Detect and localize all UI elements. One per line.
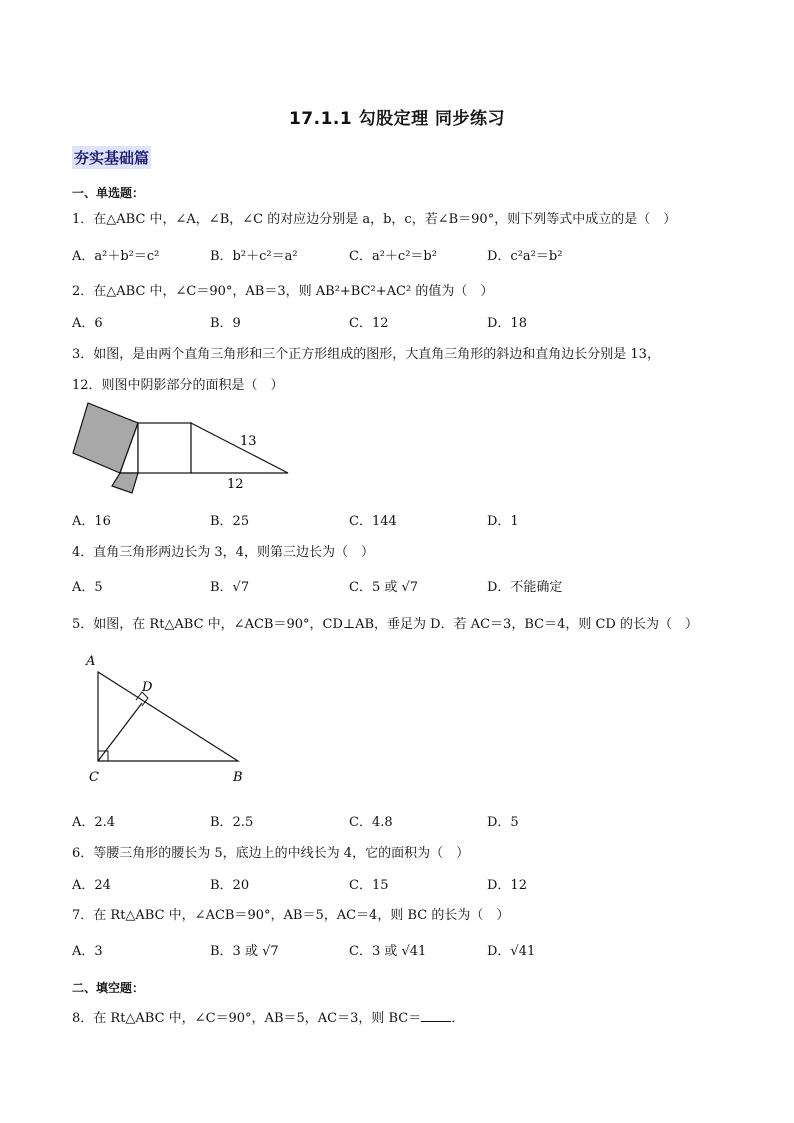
question-8-stem: 8．在 Rt△ABC 中，∠C＝90°，AB＝5，AC＝3，则 BC＝ [72, 1011, 422, 1026]
question-4-stem: 4．直角三角形两边长为 3，4，则第三边长为（ ） [72, 545, 374, 560]
q2-option-c: C．12 [349, 316, 389, 331]
q3-option-a: A．16 [72, 514, 111, 529]
vertex-label-a: A [86, 654, 96, 669]
q5-option-a: A．2.4 [72, 815, 116, 830]
q2-option-b: B．9 [210, 316, 241, 331]
vertex-label-c: C [89, 770, 99, 785]
question-1-stem: 1．在△ABC 中，∠A，∠B，∠C 的对应边分别是 a，b，c，若∠B＝90°，则下列等式中成立的是（ ） [72, 212, 677, 227]
q3-option-b: B．25 [210, 514, 250, 529]
q5-option-d: D．5 [487, 815, 519, 830]
part-heading-single-choice: 一、单选题： [72, 186, 145, 200]
q4-option-d: D．不能确定 [487, 580, 563, 595]
q2-option-d: D．18 [487, 316, 527, 331]
q6-option-c: C．15 [349, 878, 389, 893]
question-8-end: ． [451, 1011, 465, 1026]
q5-option-c: C．4.8 [349, 815, 393, 830]
q1-option-c: C．a²＋c²＝b² [349, 249, 437, 264]
section-heading: 夯实基础篇 [72, 146, 151, 169]
right-triangle-figure [80, 648, 255, 788]
figure3-label-12: 12 [227, 477, 244, 492]
figure3-label-13: 13 [240, 434, 257, 449]
q1-option-d: D．c²a²＝b² [487, 249, 563, 264]
question-5-stem: 5．如图，在 Rt△ABC 中，∠ACB＝90°，CD⊥AB，垂足为 D．若 AC＝3，BC＝4，则 CD 的长为（ ） [72, 617, 698, 632]
q7-option-b: B．3 或 √7 [210, 944, 279, 959]
vertex-label-b: B [233, 770, 243, 785]
squares-triangles-figure [70, 400, 295, 495]
q6-option-a: A．24 [72, 878, 111, 893]
q7-option-d: D．√41 [487, 944, 536, 959]
q6-option-b: B．20 [210, 878, 250, 893]
question-7-stem: 7．在 Rt△ABC 中，∠ACB＝90°，AB＝5，AC＝4，则 BC 的长为（ ） [72, 908, 510, 923]
page-title: 17.1.1 勾股定理 同步练习 [288, 109, 506, 129]
q4-option-c: C．5 或 √7 [349, 580, 419, 595]
q1-option-b: B．b²＋c²＝a² [210, 249, 298, 264]
vertex-label-d: D [142, 680, 153, 695]
question-2-stem: 2．在△ABC 中，∠C＝90°，AB＝3，则 AB²+BC²+AC² 的值为（ ） [72, 284, 494, 299]
q1-option-a: A．a²＋b²＝c² [72, 249, 160, 264]
part-heading-fill-in: 二、填空题： [72, 981, 145, 995]
q2-option-a: A．6 [72, 316, 103, 331]
q6-option-d: D．12 [487, 878, 527, 893]
question-3-stem: 3．如图，是由两个直角三角形和三个正方形组成的图形，大直角三角形的斜边和直角边长分别是 13， [72, 347, 660, 362]
q4-option-a: A．5 [72, 580, 103, 595]
q4-option-b: B．√7 [210, 580, 250, 595]
q7-option-a: A．3 [72, 944, 103, 959]
q5-option-b: B．2.5 [210, 815, 254, 830]
answer-blank[interactable] [421, 1009, 451, 1022]
q7-option-c: C．3 或 √41 [349, 944, 427, 959]
question-6-stem: 6．等腰三角形的腰长为 5，底边上的中线长为 4，它的面积为（ ） [72, 846, 470, 861]
question-3-stem-cont: 12．则图中阴影部分的面积是（ ） [72, 378, 284, 393]
question-8 [72, 1007, 464, 1026]
q3-option-d: D．1 [487, 514, 519, 529]
q3-option-c: C．144 [349, 514, 397, 529]
